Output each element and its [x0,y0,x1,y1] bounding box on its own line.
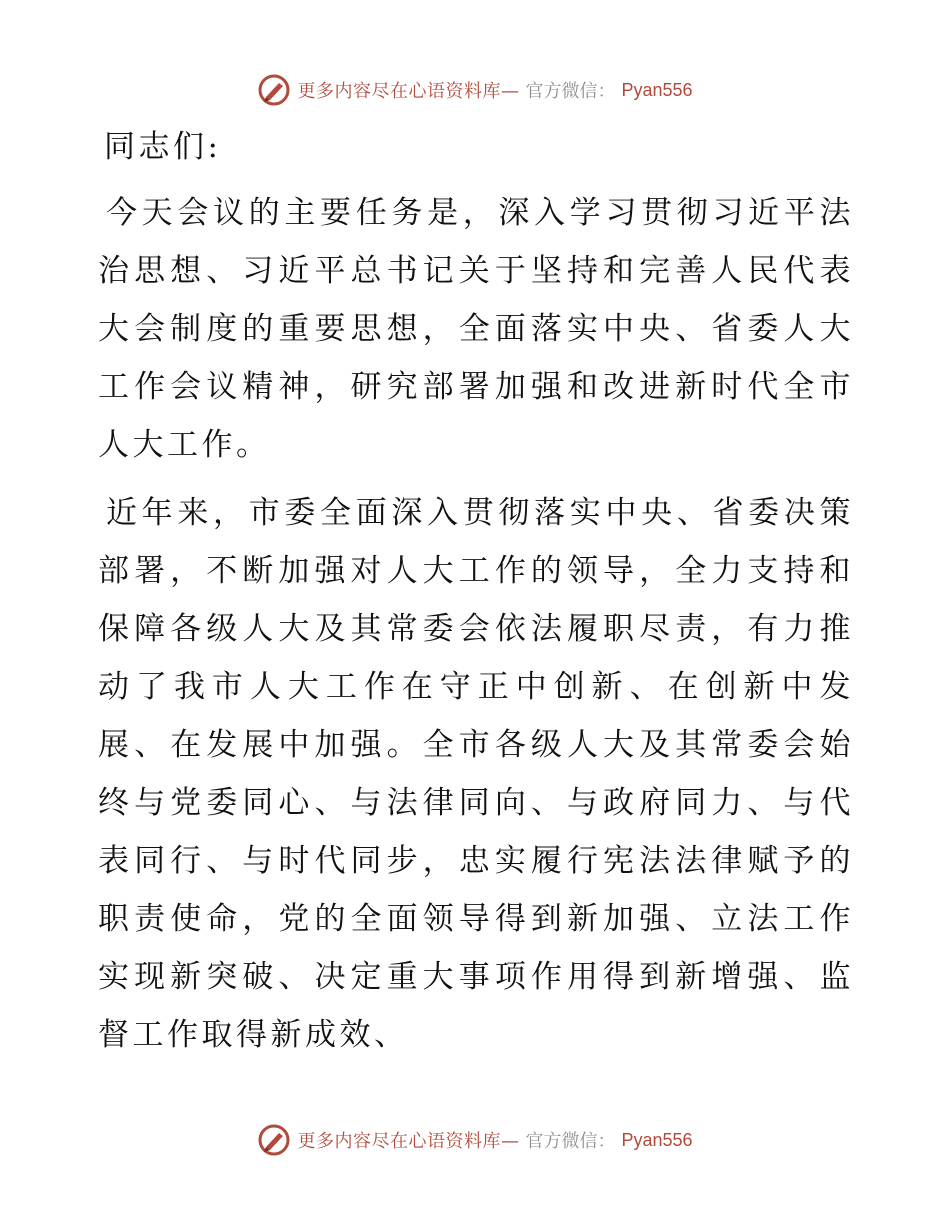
document-body [98,118,854,1074]
watermark-text: 更多内容尽在心语资料库— [297,81,520,102]
pen-logo-icon [257,1123,291,1157]
header-watermark [0,70,950,110]
greeting: 同志们: [104,129,222,165]
footer-watermark [0,1120,950,1160]
watermark-text: 更多内容尽在心语资料库— [297,1131,520,1152]
wechat-id: Pyan556 [621,1129,693,1150]
wechat-label: 官方微信： [525,1131,616,1152]
paragraph: 今天会议的主要任务是，深入学习贯彻习近平法治思想、习近平总书记关于坚持和完善人民代表大会制度的重要思想，全面落实中央、省委人大工作会议精神，研究部署加强和改进新时代全市人大工作。 [98,195,854,463]
wechat-label: 官方微信： [525,81,616,102]
wechat-id: Pyan556 [621,79,693,100]
paragraph: 近年来，市委全面深入贯彻落实中央、省委决策部署，不断加强对人大工作的领导，全力支持和保障各级人大及其常委会依法履职尽责，有力推动了我市人大工作在守正中创新、在创新中发展、在发展中加强。全市各级人大及其常委会始终与党委同心、与法律同向、与政府同力、与代表同行、与时代同步，忠实履行宪法法律赋予的职责使命，党的全面领导得到新加强、立法工作实现新突破、决定重大事项作用得到新增强、监督工作取得新成效、 [98,495,854,1053]
pen-logo-icon [257,73,291,107]
